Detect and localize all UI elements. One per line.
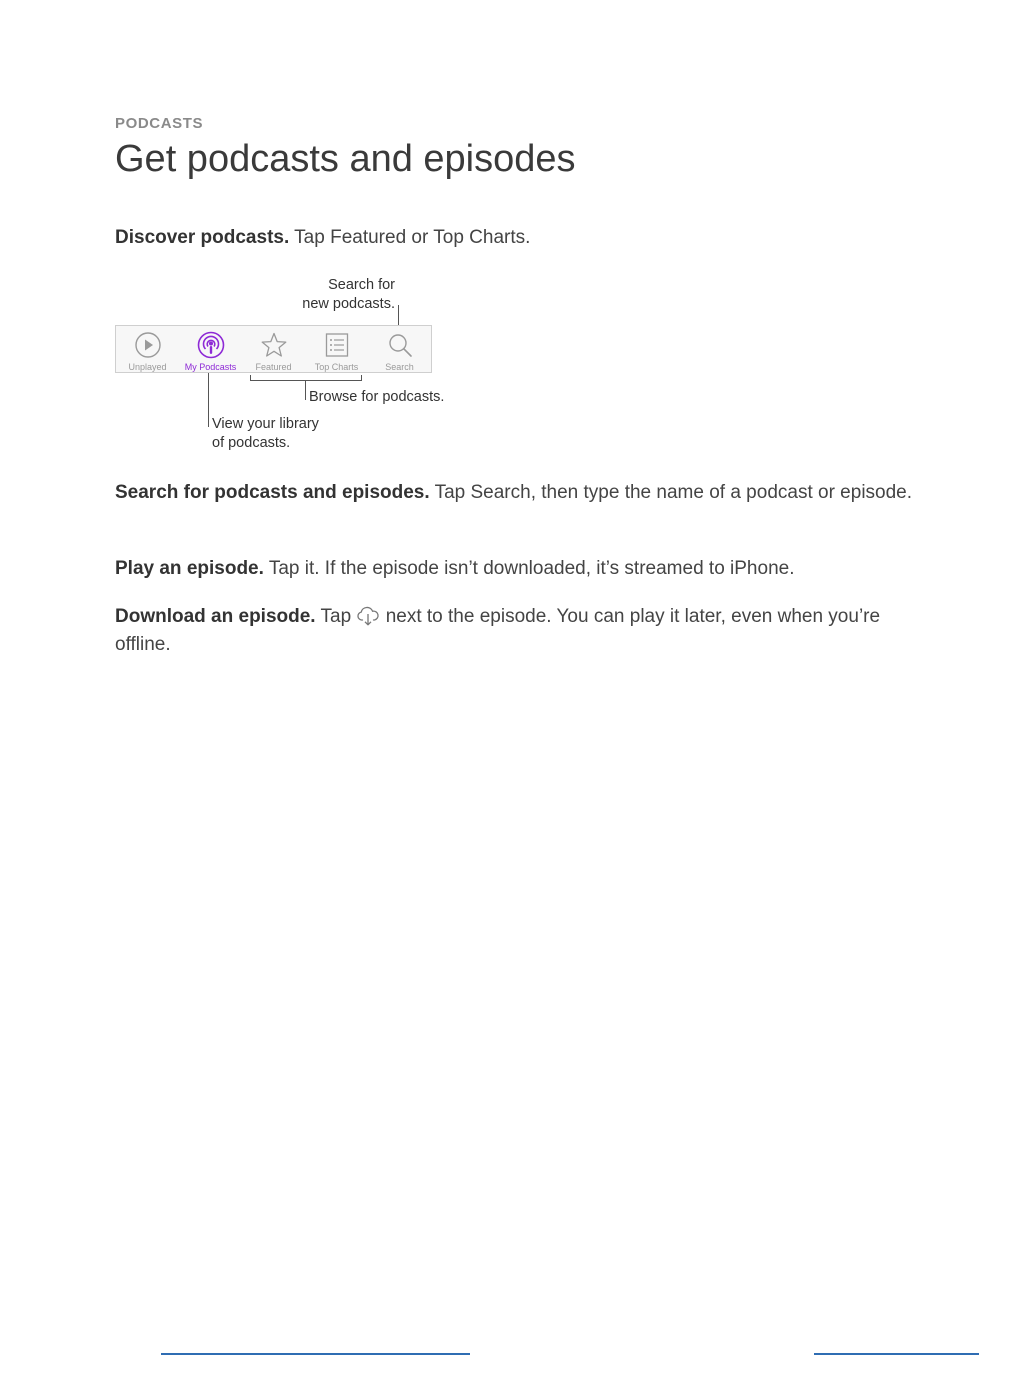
paragraph-text-after: next to the episode. You can play it later, even when you’re offline. <box>115 606 881 655</box>
tab-search[interactable] <box>368 326 431 374</box>
search-icon <box>386 331 414 359</box>
leader-line-library <box>208 373 209 427</box>
footer-rule-right <box>814 1353 979 1355</box>
tab-featured[interactable] <box>242 326 305 374</box>
list-icon <box>323 331 351 359</box>
footer-rule-left <box>161 1353 470 1355</box>
paragraph-search <box>115 479 915 507</box>
tab-label: Unplayed <box>128 362 167 372</box>
paragraph-text-before: Tap <box>315 606 357 627</box>
paragraph-bold-lead: Play an episode. <box>115 558 264 579</box>
tab-label: Search <box>385 362 414 372</box>
tab-top-charts[interactable] <box>305 326 368 374</box>
bracket-browse-left <box>250 375 251 381</box>
paragraph-download <box>115 603 915 659</box>
play-circle-icon <box>134 331 162 359</box>
section-label: PODCASTS <box>115 115 204 132</box>
paragraph-bold-lead: Download an episode. <box>115 606 316 627</box>
tab-label: My Podcasts <box>184 362 237 372</box>
tab-label: Featured <box>255 362 292 372</box>
tab-bar-illustration <box>115 325 432 373</box>
callout-library <box>212 415 319 453</box>
callout-library-line1: View your library <box>212 416 319 432</box>
callout-library-line2: of podcasts. <box>212 435 291 451</box>
bracket-browse-bottom <box>250 380 362 381</box>
callout-search-line2: new podcasts. <box>302 296 395 312</box>
paragraph-bold-lead: Search for podcasts and episodes. <box>115 482 430 503</box>
cloud-download-icon <box>356 606 380 626</box>
paragraph-play <box>115 555 915 583</box>
bracket-browse-right <box>361 375 362 381</box>
tab-label: Top Charts <box>314 362 359 372</box>
paragraph-text: Tap it. If the episode isn’t downloaded, it’s streamed to iPhone. <box>263 558 795 579</box>
paragraph-bold-lead: Discover podcasts. <box>115 227 290 248</box>
tab-unplayed[interactable] <box>116 326 179 374</box>
callout-search-line1: Search for <box>328 277 395 293</box>
podcast-icon <box>197 331 225 359</box>
paragraph-text: Tap Featured or Top Charts. <box>289 227 531 248</box>
leader-line-browse <box>305 380 306 400</box>
callout-browse: Browse for podcasts. <box>309 389 445 405</box>
paragraph-discover <box>115 224 915 252</box>
tab-my-podcasts[interactable] <box>179 326 242 374</box>
star-icon <box>260 331 288 359</box>
page-title: Get podcasts and episodes <box>115 138 576 180</box>
paragraph-text: Tap Search, then type the name of a podcast or episode. <box>429 482 913 503</box>
callout-search <box>280 276 395 314</box>
